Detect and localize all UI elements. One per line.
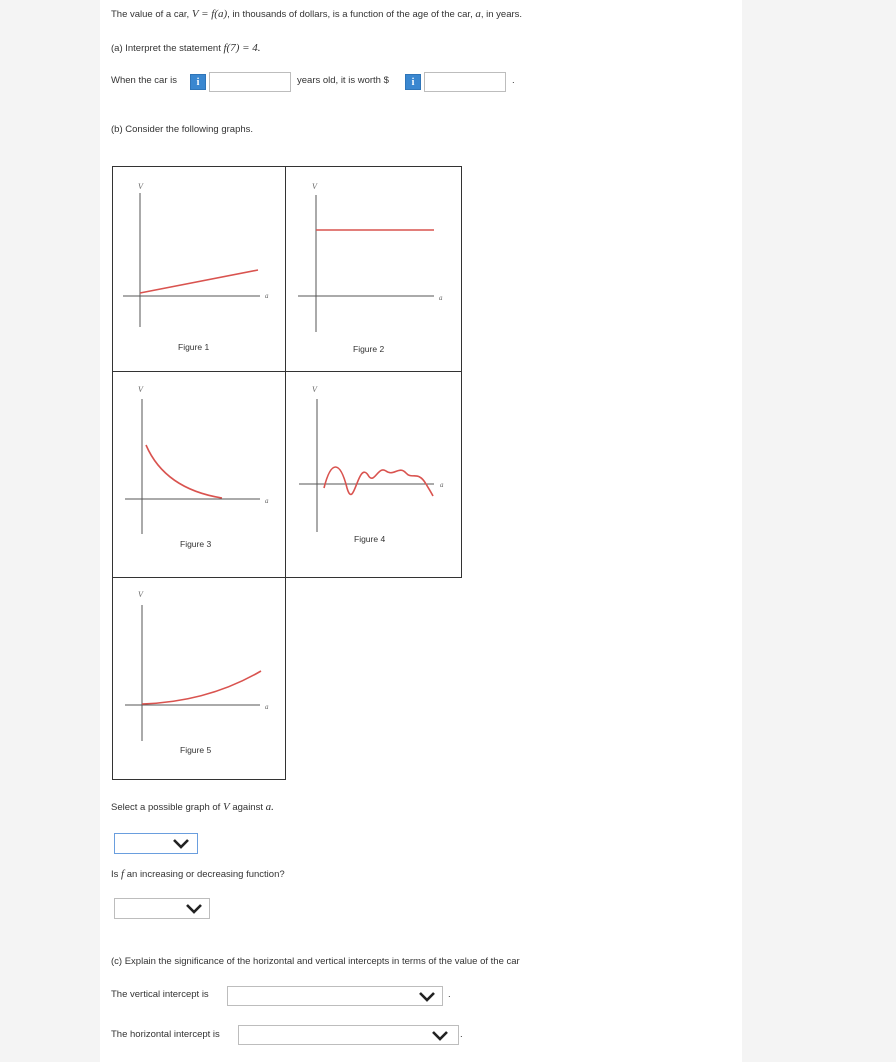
part-a-sentence-start: When the car is bbox=[111, 75, 177, 86]
figure-5-panel[interactable] bbox=[112, 577, 286, 780]
part-b-label: (b) Consider the following graphs. bbox=[111, 124, 254, 135]
intro-var-a: a bbox=[475, 8, 481, 20]
figure-2-label: Figure 2 bbox=[353, 344, 385, 354]
part-c-label: (c) Explain the significance of the horizontal and vertical intercepts in terms of the value of the car bbox=[111, 956, 520, 967]
intro-post: , in years. bbox=[480, 9, 523, 20]
chevron-down-icon bbox=[418, 991, 436, 1003]
select-graph-var-a: a. bbox=[265, 801, 274, 813]
inc-dec-question bbox=[111, 868, 285, 880]
worth-input[interactable] bbox=[424, 72, 506, 92]
axis-v-label: V bbox=[138, 590, 143, 599]
intro-text bbox=[111, 8, 522, 20]
figure-4-label: Figure 4 bbox=[354, 534, 386, 544]
axis-v-label: V bbox=[138, 385, 143, 394]
curve bbox=[142, 671, 261, 704]
curve bbox=[140, 270, 258, 293]
figure-1-panel[interactable] bbox=[112, 166, 286, 372]
chevron-down-icon bbox=[185, 903, 203, 915]
axis-a-label: a bbox=[440, 481, 444, 489]
horizontal-intercept-end: . bbox=[460, 1029, 463, 1040]
age-input[interactable] bbox=[209, 72, 291, 92]
vertical-intercept-select[interactable] bbox=[227, 986, 443, 1006]
select-graph-question bbox=[111, 801, 274, 813]
part-a-label bbox=[111, 42, 261, 54]
curve bbox=[146, 445, 222, 498]
figure-2-graph bbox=[286, 167, 461, 371]
axis-a-label: a bbox=[265, 497, 269, 505]
info-icon[interactable]: i bbox=[190, 74, 206, 90]
part-a-end-punct: . bbox=[512, 75, 515, 86]
info-icon[interactable]: i bbox=[405, 74, 421, 90]
intro-pre: The value of a car, bbox=[111, 9, 190, 20]
vertical-intercept-end: . bbox=[448, 989, 451, 1000]
chevron-down-icon bbox=[172, 838, 190, 850]
figure-4-panel[interactable] bbox=[285, 371, 462, 578]
inc-dec-var-f: f bbox=[121, 868, 125, 880]
intro-formula: V = f(a) bbox=[191, 8, 228, 20]
curve bbox=[324, 467, 433, 496]
figure-4-graph bbox=[286, 372, 461, 577]
figure-1-graph bbox=[113, 167, 285, 371]
axis-v-label: V bbox=[312, 182, 317, 191]
axis-v-label: V bbox=[138, 182, 143, 191]
figure-1-label: Figure 1 bbox=[178, 342, 210, 352]
figure-3-panel[interactable] bbox=[112, 371, 286, 578]
axis-v-label: V bbox=[312, 385, 317, 394]
figure-3-label: Figure 3 bbox=[180, 539, 212, 549]
intro-mid: , in thousands of dollars, is a function of the age of the car, bbox=[227, 9, 473, 20]
axis-a-label: a bbox=[265, 703, 269, 711]
inc-dec-select[interactable] bbox=[114, 898, 210, 919]
part-a-sentence-mid: years old, it is worth $ bbox=[297, 75, 389, 86]
inc-dec-pre: Is bbox=[111, 869, 119, 880]
horizontal-intercept-select[interactable] bbox=[238, 1025, 459, 1045]
figure-2-panel[interactable] bbox=[285, 166, 462, 372]
axis-a-label: a bbox=[265, 292, 269, 300]
axis-a-label: a bbox=[439, 294, 443, 302]
select-graph-pre: Select a possible graph of bbox=[111, 802, 221, 813]
select-graph-var-v: V bbox=[222, 801, 230, 813]
select-graph-mid: against bbox=[232, 802, 263, 813]
graph-select[interactable] bbox=[114, 833, 198, 854]
horizontal-intercept-label: The horizontal intercept is bbox=[111, 1029, 220, 1040]
part-a-label-text: (a) Interpret the statement bbox=[111, 43, 221, 54]
chevron-down-icon bbox=[431, 1030, 449, 1042]
inc-dec-post: an increasing or decreasing function? bbox=[126, 869, 285, 880]
part-a-formula: f(7) = 4. bbox=[223, 42, 261, 54]
vertical-intercept-label: The vertical intercept is bbox=[111, 989, 209, 1000]
figure-5-label: Figure 5 bbox=[180, 745, 212, 755]
